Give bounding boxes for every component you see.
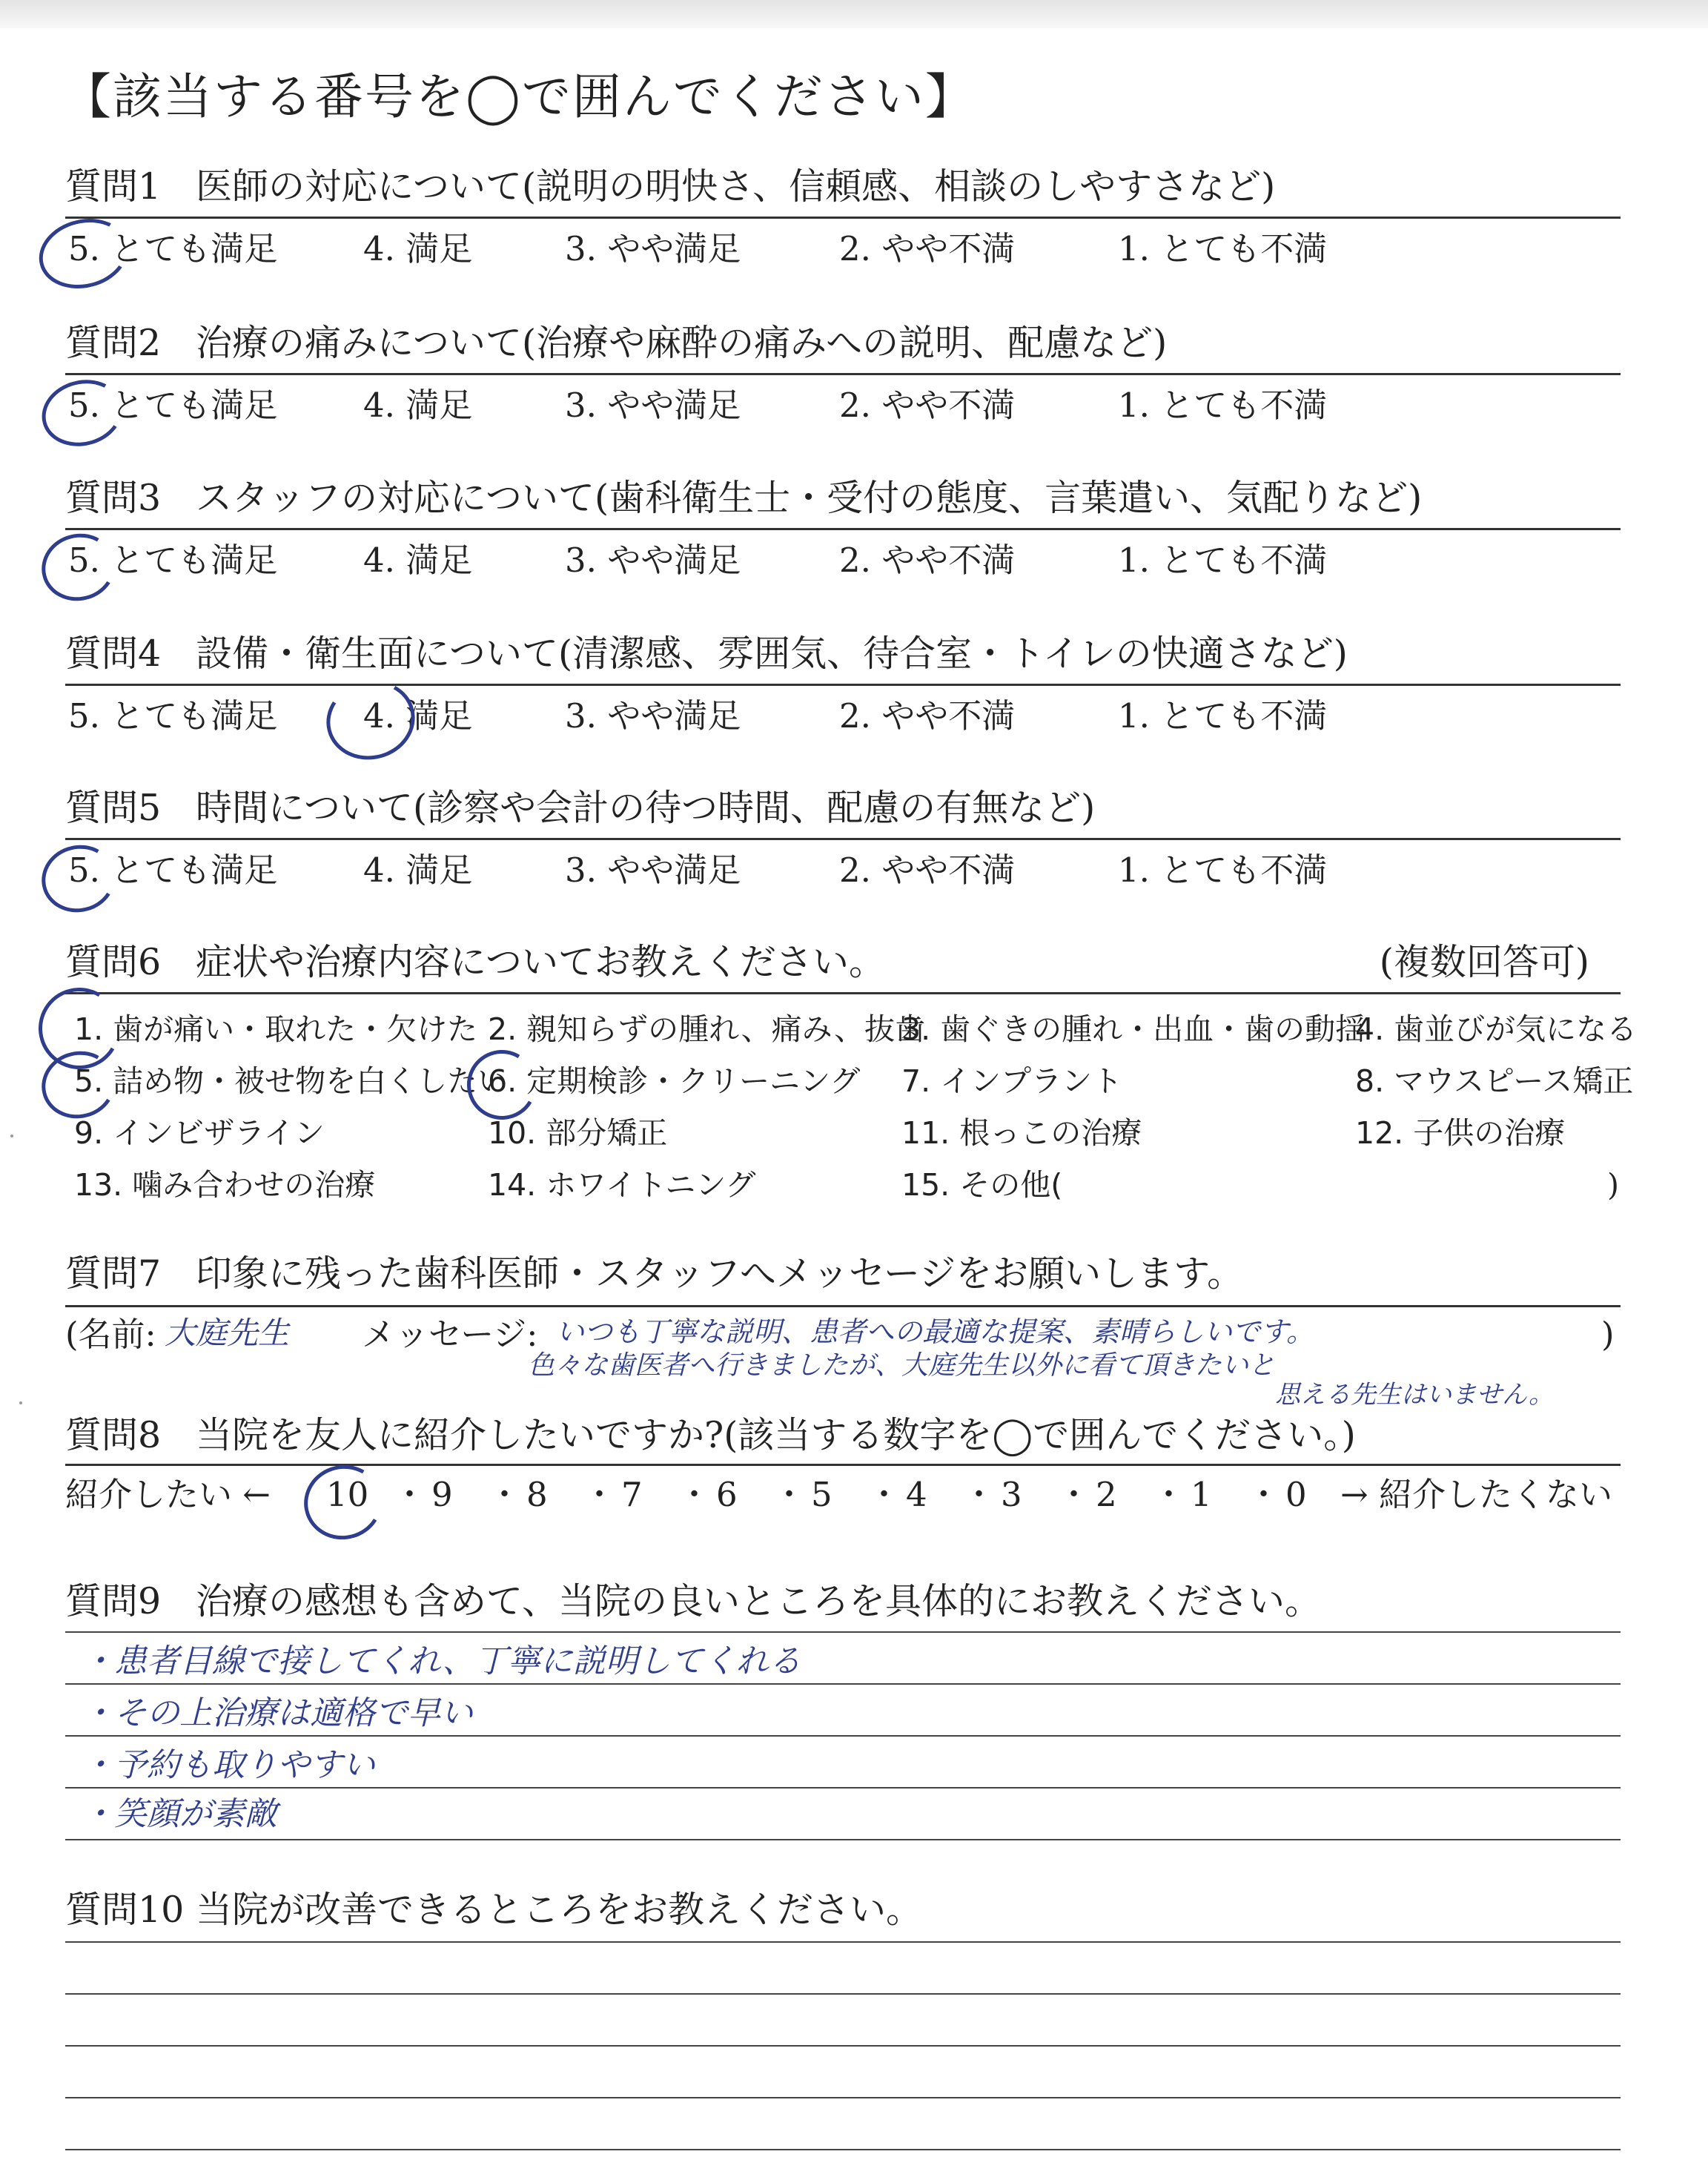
scale-5[interactable]: 5 xyxy=(811,1475,833,1514)
option-3[interactable]: 3. やや満足 xyxy=(565,696,741,736)
scale-7[interactable]: 7 xyxy=(621,1475,643,1514)
option-1[interactable]: 1. とても不満 xyxy=(1118,851,1328,890)
question-title xyxy=(65,476,1422,521)
choice-15-close: ) xyxy=(1607,1167,1619,1203)
choice-1[interactable]: 1. 歯が痛い・取れた・欠けた xyxy=(74,1011,478,1047)
question-label: 質問4 xyxy=(65,633,162,675)
scale-separator: ・ xyxy=(867,1475,901,1514)
choice-6[interactable]: 6. 定期検診・クリーニング xyxy=(488,1063,861,1099)
choice-5[interactable]: 5. 詰め物・被せ物を白くしたい xyxy=(74,1063,509,1099)
answer-rule xyxy=(65,1941,1621,1943)
form-title: 【該当する番号を◯で囲んでください】 xyxy=(62,68,976,125)
scan-speck xyxy=(10,1135,13,1137)
answer-rule xyxy=(65,1993,1621,1995)
answer-line-1[interactable]: ・患者目線で接してくれ、丁寧に説明してくれる xyxy=(82,1642,801,1680)
option-4[interactable]: 4. 満足 xyxy=(363,386,473,425)
choice-2[interactable]: 2. 親知らずの腫れ、痛み、抜歯 xyxy=(488,1011,926,1047)
option-5[interactable]: 5. とても満足 xyxy=(68,851,278,890)
answer-rule xyxy=(65,1787,1621,1789)
question-label: 質問8 xyxy=(65,1414,162,1456)
option-2[interactable]: 2. やや不満 xyxy=(839,696,1016,736)
question-text: スタッフの対応について(歯科衛生士・受付の態度、言葉遣い、気配りなど) xyxy=(196,477,1423,519)
option-1[interactable]: 1. とても不満 xyxy=(1118,386,1328,425)
scale-1[interactable]: 1 xyxy=(1191,1475,1212,1514)
option-1[interactable]: 1. とても不満 xyxy=(1118,696,1328,736)
answer-line-2[interactable]: ・その上治療は適格で早い xyxy=(82,1694,473,1732)
answer-rule xyxy=(65,2097,1621,2098)
question-label: 質問6 xyxy=(65,941,162,983)
option-3[interactable]: 3. やや満足 xyxy=(565,386,741,425)
question-title xyxy=(65,940,885,985)
answer-rule xyxy=(65,1735,1621,1737)
scale-4[interactable]: 4 xyxy=(906,1475,927,1514)
question-title xyxy=(65,1413,1356,1458)
choice-13[interactable]: 13. 噛み合わせの治療 xyxy=(74,1167,376,1203)
scale-separator: ・ xyxy=(488,1475,522,1514)
question-text: 時間について(診察や会計の待つ時間、配慮の有無など) xyxy=(196,787,1096,829)
question-text: 印象に残った歯科医師・スタッフへメッセージをお願いします。 xyxy=(196,1252,1244,1295)
answer-circle xyxy=(32,210,136,298)
scale-0[interactable]: 0 xyxy=(1285,1475,1307,1514)
question-text: 当院を友人に紹介したいですか?(該当する数字を◯で囲んでください。) xyxy=(196,1414,1356,1456)
question-title xyxy=(65,786,1095,830)
option-1[interactable]: 1. とても不満 xyxy=(1118,229,1328,268)
question-rule xyxy=(65,992,1621,994)
option-4[interactable]: 4. 満足 xyxy=(363,541,473,580)
question-label: 質問7 xyxy=(65,1252,162,1295)
option-5[interactable]: 5. とても満足 xyxy=(68,541,278,580)
choice-15[interactable]: 15. その他( xyxy=(901,1167,1063,1203)
question-text: 症状や治療内容についてお教えください。 xyxy=(196,941,886,983)
scale-separator: ・ xyxy=(678,1475,712,1514)
scale-2[interactable]: 2 xyxy=(1096,1475,1117,1514)
scale-6[interactable]: 6 xyxy=(716,1475,738,1514)
question-rule xyxy=(65,1464,1621,1466)
scale-3[interactable]: 3 xyxy=(1001,1475,1022,1514)
question-label: 質問3 xyxy=(65,477,162,519)
question-label: 質問9 xyxy=(65,1580,162,1622)
question-title xyxy=(65,165,1275,209)
question-text: 治療の感想も含めて、当院の良いところを具体的にお教えください。 xyxy=(196,1580,1322,1622)
message-close: ) xyxy=(1601,1315,1615,1354)
option-4[interactable]: 4. 満足 xyxy=(363,851,473,890)
question-label: 質問2 xyxy=(65,322,162,364)
choice-7[interactable]: 7. インプラント xyxy=(901,1063,1123,1099)
answer-line-3[interactable]: ・予約も取りやすい xyxy=(82,1746,375,1784)
scale-separator: ・ xyxy=(772,1475,807,1514)
message-line-3[interactable]: 思える先生はいません。 xyxy=(1275,1380,1555,1410)
message-label: メッセージ: xyxy=(362,1315,538,1354)
question-text: 設備・衛生面について(清潔感、雰囲気、待合室・トイレの快適さなど) xyxy=(196,633,1348,675)
answer-rule xyxy=(65,1839,1621,1840)
scale-left-label: 紹介したい ← xyxy=(65,1475,271,1514)
option-5[interactable]: 5. とても満足 xyxy=(68,229,278,268)
option-1[interactable]: 1. とても不満 xyxy=(1118,541,1328,580)
scale-separator: ・ xyxy=(1247,1475,1281,1514)
question-text: 医師の対応について(説明の明快さ、信頼感、相談のしやすさなど) xyxy=(196,165,1276,208)
option-2[interactable]: 2. やや不満 xyxy=(839,229,1016,268)
option-3[interactable]: 3. やや満足 xyxy=(565,541,741,580)
scale-separator: ・ xyxy=(583,1475,617,1514)
choice-4[interactable]: 4. 歯並びが気になる xyxy=(1355,1011,1638,1047)
answer-circle xyxy=(35,526,123,609)
option-3[interactable]: 3. やや満足 xyxy=(565,851,741,890)
name-handwritten[interactable]: 大庭先生 xyxy=(165,1315,290,1351)
question-title xyxy=(65,1252,1243,1296)
option-4[interactable]: 4. 満足 xyxy=(363,696,473,736)
question-rule xyxy=(65,684,1621,686)
multiple-answer-note: (複数回答可) xyxy=(1379,941,1589,983)
question-title xyxy=(65,1888,922,1932)
choice-14[interactable]: 14. ホワイトニング xyxy=(488,1167,756,1203)
scale-9[interactable]: 9 xyxy=(431,1475,453,1514)
answer-rule xyxy=(65,2045,1621,2047)
recommend-scale xyxy=(0,1474,1708,1519)
question-text: 当院が改善できるところをお教えください。 xyxy=(196,1889,923,1931)
question-rule xyxy=(65,838,1621,840)
answer-circle xyxy=(296,1457,390,1548)
question-rule xyxy=(65,217,1621,219)
option-3[interactable]: 3. やや満足 xyxy=(565,229,741,268)
answer-rule xyxy=(65,1631,1621,1633)
question-label: 質問10 xyxy=(65,1889,185,1931)
answer-circle xyxy=(35,371,130,455)
answer-rule xyxy=(65,1683,1621,1685)
choice-9[interactable]: 9. インビザライン xyxy=(74,1115,325,1151)
scale-separator: ・ xyxy=(393,1475,427,1514)
question-title xyxy=(65,632,1348,676)
scale-separator: ・ xyxy=(1152,1475,1186,1514)
option-2[interactable]: 2. やや不満 xyxy=(839,386,1016,425)
choice-10[interactable]: 10. 部分矯正 xyxy=(488,1115,668,1151)
scan-speck xyxy=(19,1401,22,1404)
answer-rule xyxy=(65,2149,1621,2150)
question-rule xyxy=(65,528,1621,530)
choice-3[interactable]: 3. 歯ぐきの腫れ・出血・歯の動揺 xyxy=(901,1011,1366,1047)
name-label: (名前: xyxy=(65,1315,156,1354)
message-line-2[interactable]: 色々な歯医者へ行きましたが、大庭先生以外に看て頂きたいと xyxy=(528,1350,1276,1381)
choice-8[interactable]: 8. マウスピース矯正 xyxy=(1355,1063,1634,1099)
question-title xyxy=(65,1579,1321,1624)
scale-separator: ・ xyxy=(1057,1475,1091,1514)
question-label: 質問1 xyxy=(65,165,162,208)
question-rule xyxy=(65,1305,1621,1307)
answer-line-4[interactable]: ・笑顔が素敵 xyxy=(82,1795,277,1833)
scan-top-edge xyxy=(0,0,1708,28)
option-4[interactable]: 4. 満足 xyxy=(363,229,473,268)
question-label: 質問5 xyxy=(65,787,162,829)
choice-11[interactable]: 11. 根っこの治療 xyxy=(901,1115,1142,1151)
option-5[interactable]: 5. とても満足 xyxy=(68,386,278,425)
scale-10[interactable]: 10 xyxy=(326,1475,369,1514)
option-5[interactable]: 5. とても満足 xyxy=(68,696,278,736)
question-rule xyxy=(65,373,1621,375)
choice-12[interactable]: 12. 子供の治療 xyxy=(1355,1115,1566,1151)
message-line-1[interactable]: いつも丁寧な説明、患者への最適な提案、素晴らしいです。 xyxy=(556,1315,1314,1348)
option-2[interactable]: 2. やや不満 xyxy=(839,851,1016,890)
scale-8[interactable]: 8 xyxy=(526,1475,548,1514)
question-text: 治療の痛みについて(治療や麻酔の痛みへの説明、配慮など) xyxy=(196,322,1168,364)
question-title xyxy=(65,321,1167,366)
scale-right-label: → 紹介したくない xyxy=(1340,1475,1613,1514)
option-2[interactable]: 2. やや不満 xyxy=(839,541,1016,580)
scale-separator: ・ xyxy=(962,1475,996,1514)
